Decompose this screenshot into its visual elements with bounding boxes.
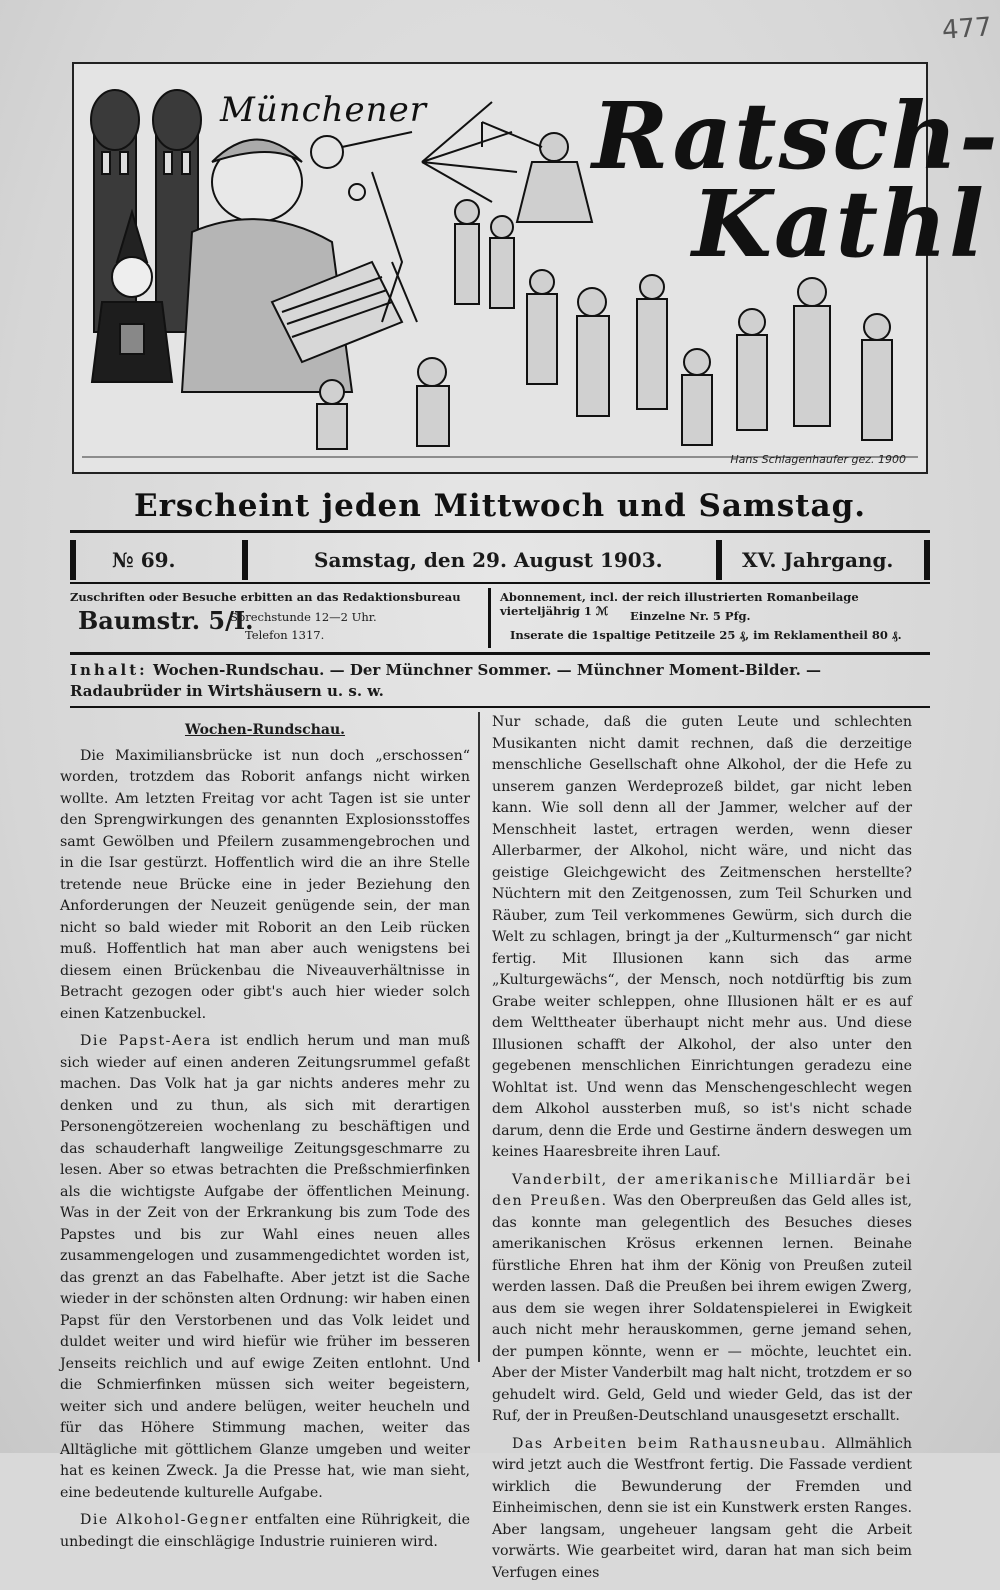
paragraph	[60, 1031, 470, 1504]
issue-date: Samstag, den 29. August 1903.	[314, 548, 663, 572]
paragraph-text: ist endlich herum und man muß sich wieder auf einen anderen Zeitungsrummel gefaßt machen. Das Volk hat ja gar nichts anderes mehr zu denken und zu thun, als sich mit derartigen Personengötzereien wochenlang zu beschäftigen und das schauderhaft langweilige Zeitungsgeschmarre zu lesen. Aber so etwas betrachten die Preßschmierfinken als die wichtigste Aufgabe der öffentlichen Meinung. Was in der Zeit von der Erkrankung bis zum Tode des Papstes und bis zur Wahl eines neuen alles zusammengelogen und zusammengedichtet worden ist, das grenzt an das Fabelhafte. Aber jetzt ist die Sache wieder in der schönsten alten Ordnung: wir haben einen Papst für den Verstorbenen und das Volk leidet und duldet weiter und wird hiefür wie früher im besseren Jenseits reichlich und auf ewige Zeiten entlohnt. Und die Schmierfinken müssen sich weiter begeistern, weiter sich und andere belügen, weiter heucheln und für das Höhere Stimmung machen, weiter das Alltägliche mit göttlichem Glanze umgeben und weiter hat es keinen Zweck. Ja die Presse hat, wie man sieht, eine bedeutende kulturelle Aufgabe.	[60, 1033, 470, 1501]
divider	[924, 540, 930, 580]
divider	[488, 588, 491, 648]
office-hours: Sprechstunde 12—2 Uhr.	[230, 610, 377, 624]
paragraph-text: Was den Oberpreußen das Geld alles ist, das konnte man gelegentlich des Besuches dieses amerikanischen Krösus erkennen lernen. Beinahe fürstliche Ehren hat ihm der König von Preußen zuteil werden lassen. Daß die Preußen bei ihrem ewigen Zwerg, aus dem sie wegen ihrer Soldatenspielerei in Ewigkeit auch nicht mehr herauskommen, gerne jemand sehen, der pumpen könnte, wenn er — möchte, leuchtet ein. Aber der Mister Vanderbilt mag halt nicht, trotzdem er so gehudelt wird. Geld, Geld und wieder Geld, das ist der Ruf, der in Preußen-Deutschland unausgesetzt erschallt.	[492, 1193, 912, 1424]
masthead-illustration	[72, 62, 1000, 474]
office-address: Baumstr. 5/I.	[78, 606, 254, 635]
left-column	[60, 720, 470, 1559]
paragraph	[60, 1510, 470, 1553]
issue-number: № 69.	[112, 548, 176, 572]
paragraph-text: Allmählich wird jetzt auch die Westfront fertig. Die Fassade verdient wirklich die Bewunderung der Fremden und Einheimischen, denn sie ist ein Kunstwerk ersten Ranges. Aber langsam, ungeheuer langsam geht die Arbeit vorwärts. Wie gearbeitet wird, daran hat man sich beim Verfugen eines	[492, 1435, 912, 1581]
paragraph-text: entfalten eine Rührigkeit, die unbedingt die einschlägige Industrie ruinieren wird.	[60, 1512, 470, 1550]
issue-row	[70, 540, 930, 580]
divider	[70, 540, 76, 580]
subscription-line2: Einzelne Nr. 5 Pfg.	[630, 609, 751, 623]
masthead-tagline: Erscheint jeden Mittwoch und Samstag.	[133, 488, 867, 524]
paragraph-lead: Die Papst-Aera	[80, 1033, 212, 1049]
contents-text: Wochen-Rundschau. — Der Münchner Sommer. — Münchner Moment-Bilder. — Radaubrüder in Wirtshäusern u. s. w.	[70, 661, 822, 700]
paragraph-lead: Das Arbeiten beim Rathausneubau.	[512, 1435, 828, 1452]
office-phone: Telefon 1317.	[245, 628, 325, 642]
paragraph-lead: Vanderbilt, der amerikanische Milliardär bei den Preußen.	[492, 1171, 912, 1209]
issue-volume: XV. Jahrgang.	[742, 548, 894, 572]
masthead-title-line1: Ratsch-	[592, 82, 1000, 190]
paragraph	[492, 1170, 912, 1428]
rule-top	[70, 530, 930, 533]
old-woman-figure	[182, 140, 402, 393]
masthead-title-line2: Kathl	[692, 170, 986, 278]
info-row	[70, 588, 930, 650]
paragraph: Die Maximiliansbrücke ist nun doch „erschossen“ worden, trotzdem das Roborit anfangs nicht wirken wollte. Am letzten Freitag vor acht Tagen ist sie unter den Sprengwirkungen des genannten Explosionsstoffes samt Gewölben und Pfeilern zusammengebrochen und in die Isar gestürzt. Hoffentlich wird die an ihre Stelle tretende neue Brücke eine in jeder Beziehung den Anforderungen der Neuzeit genügende sein, der man nicht so bald wieder mit Roborit an den Leib rücken muß. Hoffentlich hat man aber auch wenigstens bei diesem einen Brückenbau die Niveauverhältnisse in Betracht gezogen oder gibt's auch hier wieder solch einen Katzenbuckel.	[60, 747, 470, 1022]
table-of-contents	[70, 660, 930, 702]
shelfmark: 477	[941, 12, 993, 46]
column-divider	[478, 712, 480, 1362]
section-heading: Wochen-Rundschau.	[184, 722, 345, 738]
divider	[716, 540, 722, 580]
paragraph: Nur schade, daß die guten Leute und schlechten Musikanten nicht damit rechnen, daß die derzeitige menschliche Gesellschaft ohne Alkohol, der die Hefe zu unserem ganzen Werdeprozeß bildet, gar nicht leben kann. Wie soll denn all der Jammer, welcher auf der Menschheit lastet, ertragen werden, wenn dieser Allerbarmer, der Alkohol, nicht wäre, und nicht das geistige Gleichgewicht des Zeitmenschen herstellte? Nüchtern mit den Zeitgenossen, zum Teil Schurken und Räuber, zum Teil verkommenes Gewürm, sich durch die Welt zu schlagen, bringt ja der „Kulturmensch“ gar nicht fertig. Mit Illusionen kann sich das arme „Kulturgewächs“, der Mensch, noch notdürftig bis zum Grabe weiter schleppen, ohne Illusionen hält er es auf dem Welttheater überhaupt nicht mehr aus. Und diese Illusionen schafft der Alkohol, der also unter den gegebenen menschlichen Einrichtungen geradezu eine Wohltat ist. Und wenn das Menschengeschlecht wegen dem Alkohol aussterben muß, so ist's nicht schade darum, denn die Erde und Gestirne ändern deswegen um keines Haaresbreite ihren Lauf.	[492, 714, 912, 1160]
artist-signature: Hans Schlagenhaufer gez. 1900	[730, 453, 906, 466]
subscription-line3: Inserate die 1spaltige Petitzeile 25 ₰, im Reklamentheil 80 ₰.	[510, 628, 902, 642]
subscription-line1: Abonnement, incl. der reich illustrierten Romanbeilage vierteljährig 1 ℳ	[500, 590, 859, 618]
divider	[242, 540, 248, 580]
paragraph-lead: Die Alkohol-Gegner	[80, 1512, 250, 1528]
rule-contents	[70, 706, 930, 708]
rule-info	[70, 652, 930, 655]
office-line: Zuschriften oder Besuche erbitten an das Redaktionsbureau	[70, 590, 461, 604]
right-column	[492, 712, 912, 1590]
rule-mid	[70, 582, 930, 584]
contents-label: Inhalt:	[70, 661, 148, 679]
church-towers-icon	[91, 90, 201, 332]
paragraph	[492, 1434, 912, 1585]
masthead-title-small: Münchener	[220, 90, 427, 130]
